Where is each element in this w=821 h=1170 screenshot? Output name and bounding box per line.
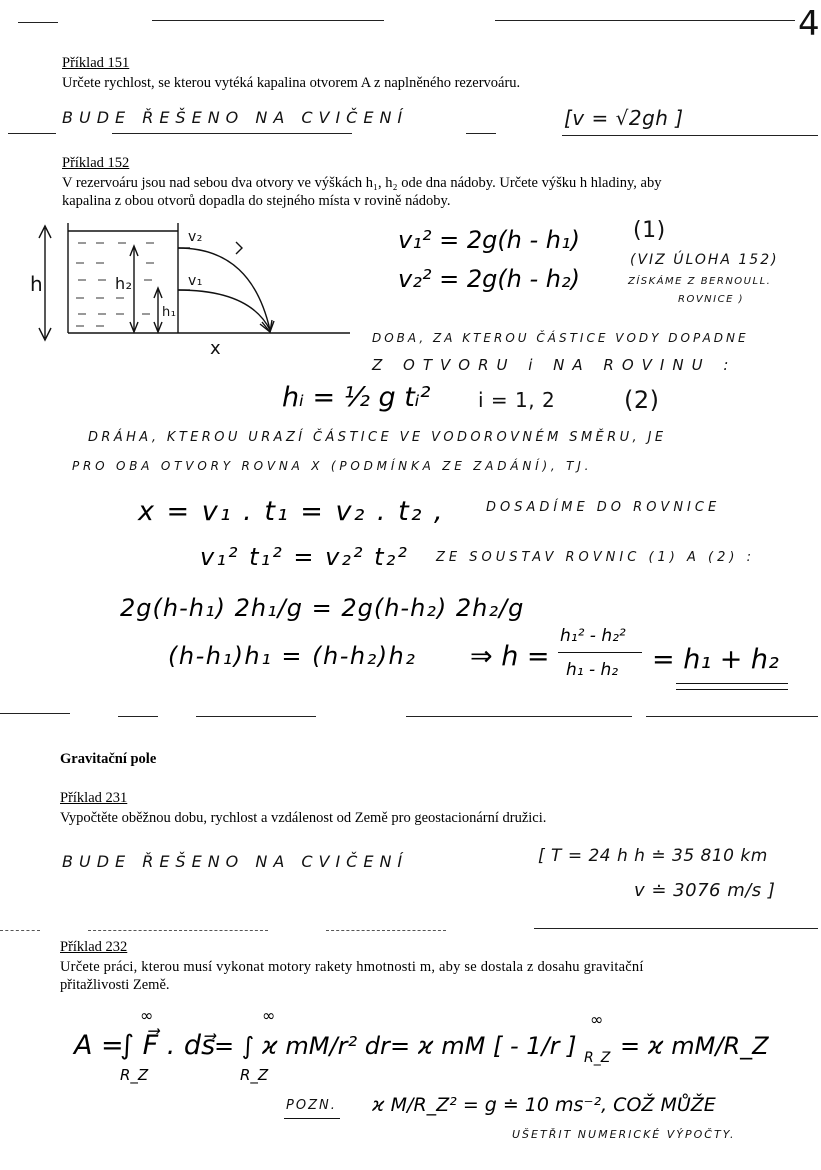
sep-rule-2 [118,716,158,717]
eq1-note-3: ROVNICE ) [678,294,744,305]
note-time-1: DOBA, ZA KTEROU ČÁSTICE VODY DOPADNE [372,331,749,345]
ex231-note: BUDE ŘEŠENO NA CVIČENÍ [62,852,409,871]
section-title-gravity: Gravitační pole [60,751,157,767]
eq3: x = v₁ . t₁ = v₂ . t₂ , [138,496,445,527]
eq4: v₁² t₁² = v₂² t₂² [200,543,409,571]
work-result: = ϰ mM/R_Z [620,1032,769,1060]
sep-rule-1 [0,713,70,714]
sep-rule-9 [534,928,818,929]
work-A: A = [74,1030,124,1061]
remark-label: POZN. [286,1098,337,1113]
ex231-text: Vypočtěte oběžnou dobu, rychlost a vzdálenost od Země pro geostacionární družici. [60,810,547,826]
ex151-note: BUDE ŘEŠENO NA CVIČENÍ [62,108,409,127]
eq6-fraction-bar [558,652,642,653]
ex151-rule-3 [466,133,496,134]
note-dist-2: PRO OBA OTVORY ROVNA X (PODMÍNKA ZE ZADÁNÍ), TJ. [72,459,593,473]
eq6-numerator: h₁² - h₂² [560,626,626,646]
sep-rule-3 [196,716,316,717]
ex151-heading: Příklad 151 [62,55,130,71]
work-lim-bottom-1: R_Z [120,1066,149,1084]
eq4-note: ZE SOUSTAV ROVNIC (1) A (2) : [436,550,755,565]
ex151-answer: [v = √2gh ] [564,106,684,130]
top-rule-mid [152,20,384,21]
ex151-rule-2 [112,133,352,134]
ex232-text-line2: přitažlivosti Země. [60,977,170,993]
ex232-heading: Příklad 232 [60,939,128,955]
ex152-text-line1: V rezervoáru jsou nad sebou dva otvory ve výškách h₁, h₂ ode dna nádoby. Určete výšku h hladiny, aby [62,175,662,191]
eq1-tag: (1) [633,218,666,243]
eq1-note-1: (VIZ ÚLOHA 152) [630,252,779,268]
remark-eq: ϰ M/R_Z² = g ≐ 10 ms⁻², COŽ MŮŽE [372,1094,716,1116]
result-underline-1 [676,683,788,684]
top-rule-left [18,22,58,23]
eq3-note: DOSADÍME DO ROVNICE [486,500,721,515]
fig-label-x: x [210,338,222,359]
work-bracket: = ϰ mM [ - 1/r ] [390,1032,577,1060]
result-underline-2 [676,689,788,690]
remark-line-2: UŠETŘIT NUMERICKÉ VÝPOČTY. [512,1128,736,1141]
top-rule-right [495,20,795,21]
work-lim-bottom-3: R_Z [584,1050,611,1066]
sep-rule-8 [326,930,446,931]
ex152-text-line2: kapalina z obou otvorů dopadla do stejného místa v rovině nádoby. [62,193,451,209]
work-lim-top-3: ∞ [590,1010,604,1029]
sep-rule-5 [646,716,818,717]
eq6-denominator: h₁ - h₂ [566,660,619,680]
ex231-answer-line2: v ≐ 3076 m/s ] [634,880,776,901]
eq1-note-2: ZÍSKÁME Z BERNOULL. [628,276,772,287]
note-time-2: Z OTVORU i NA ROVINU : [372,356,737,374]
ex231-answer-line1: [ T = 24 h h ≐ 35 810 km [538,846,768,866]
page-number: 4 [798,4,821,44]
ex232-text-line1: Určete práci, kterou musí vykonat motory rakety hmotnosti m, aby se dostala z dosahu gravitační [60,959,644,975]
eq1-line-b: v₂² = 2g(h - h₂) [398,265,581,293]
eq1-line-a: v₁² = 2g(h - h₁) [398,226,581,254]
work-lim-top-2: ∞ [262,1006,276,1025]
sep-rule-4 [406,716,632,717]
sep-rule-6 [0,930,40,931]
sep-rule-7 [88,930,268,931]
fig-label-h1: h₁ [162,305,177,320]
fig-label-v2: v₂ [188,229,203,245]
work-integral-2: = ∫ ϰ mM/r² dr [214,1032,390,1060]
eq6: (h-h₁)h₁ = (h-h₂)h₂ [168,642,417,670]
fig-label-h: h [30,272,44,296]
work-integral-1: ∫ F⃗ . ds⃗ [120,1030,216,1061]
remark-label-underline [284,1118,340,1119]
eq2: hᵢ = ½ g tᵢ² [282,382,431,413]
ex151-rule-1 [8,133,56,134]
fig-label-v1: v₁ [188,273,203,289]
ex151-text: Určete rychlost, se kterou vytéká kapalina otvorem A z naplněného rezervoáru. [62,75,521,91]
work-lim-bottom-2: R_Z [240,1066,269,1084]
eq6-result: = h₁ + h₂ [652,644,779,675]
eq6-arrow: ⇒ h = [470,641,550,672]
ex151-rule-4 [562,135,818,136]
ex152-heading: Příklad 152 [62,155,130,171]
ex231-heading: Příklad 231 [60,790,128,806]
eq2-index: i = 1, 2 [478,388,556,412]
fig-label-h2: h₂ [115,274,133,293]
note-dist-1: DRÁHA, KTEROU URAZÍ ČÁSTICE VE VODOROVNÉM SMĚRU, JE [88,430,667,445]
eq2-tag: (2) [624,386,660,414]
work-lim-top-1: ∞ [140,1006,154,1025]
eq5: 2g(h-h₁) 2h₁/g = 2g(h-h₂) 2h₂/g [120,594,525,622]
